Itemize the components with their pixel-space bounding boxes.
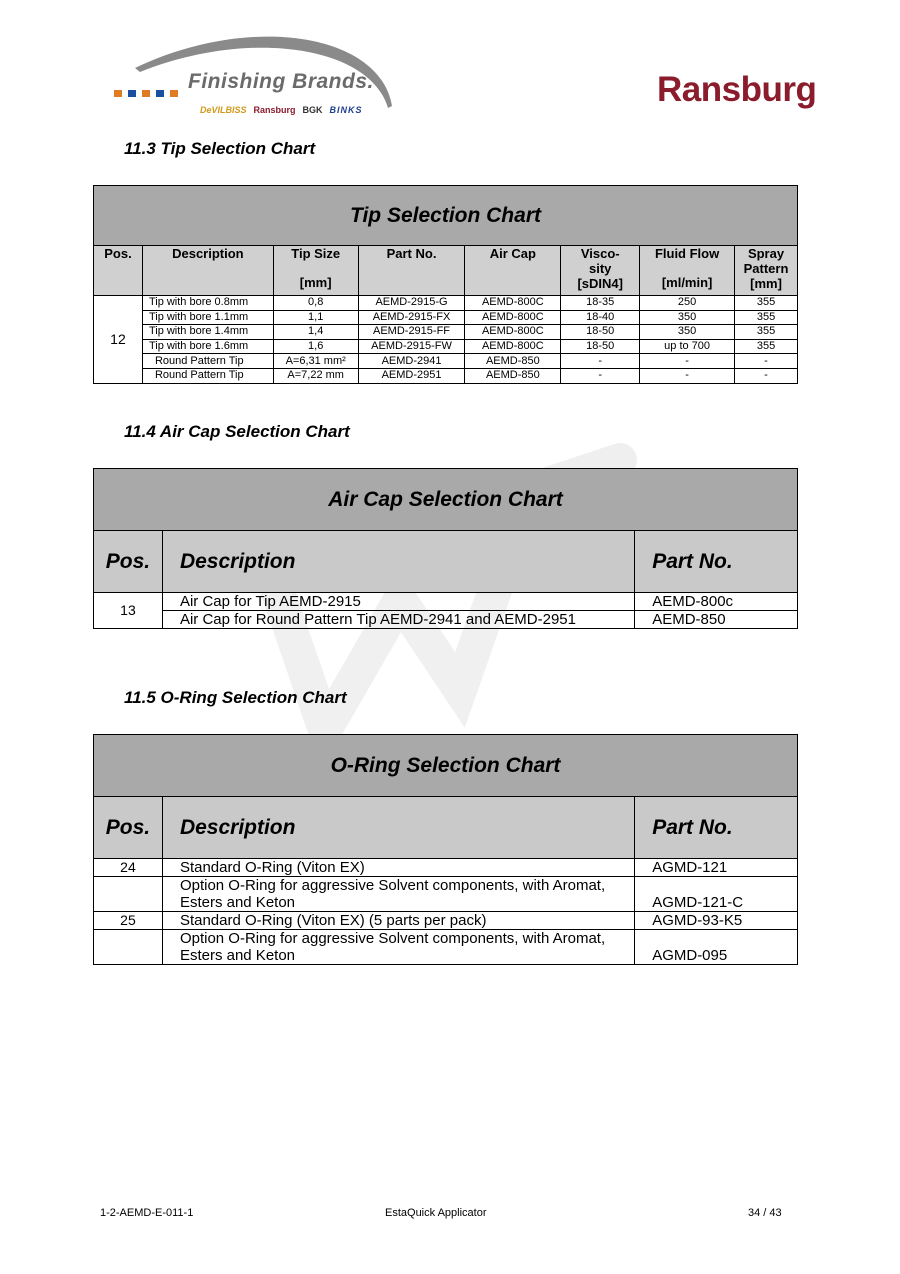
- bgk-logo: BGK: [302, 105, 323, 115]
- desc-cell: Tip with bore 1.4mm: [142, 325, 273, 340]
- cap-cell: AEMD-850: [465, 368, 561, 383]
- col-tip-size: Tip Size [mm]: [273, 246, 358, 296]
- pos-cell: 13: [94, 593, 163, 629]
- col-description: Description: [162, 531, 634, 593]
- table-row: [94, 310, 798, 325]
- table-row: [94, 859, 798, 877]
- visc-cell: -: [561, 354, 640, 369]
- binks-logo: BINKS: [329, 105, 363, 115]
- flow-cell: -: [640, 354, 735, 369]
- size-cell: 1,1: [273, 310, 358, 325]
- section-title-aircap: 11.4 Air Cap Selection Chart: [124, 422, 350, 441]
- devilbiss-logo: DeVILBISS: [200, 105, 247, 115]
- col-part-no: Part No.: [635, 531, 798, 593]
- part-cell: AEMD-2915-G: [358, 296, 465, 311]
- brand-squares: [114, 90, 178, 98]
- spray-cell: 355: [735, 310, 798, 325]
- desc-cell: Round Pattern Tip: [142, 368, 273, 383]
- part-cell: AGMD-121: [635, 859, 798, 877]
- part-cell: AEMD-2951: [358, 368, 465, 383]
- col-air-cap: Air Cap: [465, 246, 561, 296]
- ransburg-logo: Ransburg: [657, 70, 817, 109]
- pos-cell: 25: [94, 912, 163, 930]
- size-cell: A=6,31 mm²: [273, 354, 358, 369]
- spray-cell: -: [735, 368, 798, 383]
- pos-cell: 12: [94, 296, 143, 384]
- col-fluid-flow: Fluid Flow [ml/min]: [640, 246, 735, 296]
- desc-cell: Round Pattern Tip: [142, 354, 273, 369]
- cap-cell: AEMD-800C: [465, 296, 561, 311]
- cap-cell: AEMD-800C: [465, 310, 561, 325]
- col-pos: Pos.: [94, 246, 143, 296]
- table-row: [94, 930, 798, 965]
- cap-cell: AEMD-800C: [465, 339, 561, 354]
- part-cell: AEMD-2941: [358, 354, 465, 369]
- flow-cell: 350: [640, 310, 735, 325]
- flow-cell: 250: [640, 296, 735, 311]
- part-cell: AEMD-2915-FX: [358, 310, 465, 325]
- section-title-tip: 11.3 Tip Selection Chart: [124, 139, 316, 158]
- table-row: [94, 325, 798, 340]
- pos-cell: [94, 930, 163, 965]
- spray-cell: -: [735, 354, 798, 369]
- visc-cell: 18-40: [561, 310, 640, 325]
- visc-cell: 18-50: [561, 325, 640, 340]
- part-cell: AGMD-095: [635, 930, 798, 965]
- table-row: [94, 611, 798, 629]
- flow-cell: up to 700: [640, 339, 735, 354]
- visc-cell: 18-35: [561, 296, 640, 311]
- part-cell: AEMD-2915-FF: [358, 325, 465, 340]
- desc-cell: Air Cap for Round Pattern Tip AEMD-2941 and AEMD-2951: [162, 611, 634, 629]
- flow-cell: 350: [640, 325, 735, 340]
- spray-cell: 355: [735, 339, 798, 354]
- col-viscosity: Visco- sity [sDIN4]: [561, 246, 640, 296]
- aircap-selection-table: [93, 468, 798, 629]
- desc-cell: Standard O-Ring (Viton EX): [162, 859, 634, 877]
- footer-product: EstaQuick Applicator: [385, 1207, 487, 1219]
- cap-cell: AEMD-850: [465, 354, 561, 369]
- oring-table-title: O-Ring Selection Chart: [94, 735, 798, 797]
- pos-cell: 24: [94, 859, 163, 877]
- table-row: [94, 354, 798, 369]
- table-row: [94, 296, 798, 311]
- part-cell: AEMD-2915-FW: [358, 339, 465, 354]
- cap-cell: AEMD-800C: [465, 325, 561, 340]
- footer-page-number: 34 / 43: [748, 1207, 782, 1219]
- col-pos: Pos.: [94, 797, 163, 859]
- pos-cell: [94, 877, 163, 912]
- spray-cell: 355: [735, 325, 798, 340]
- size-cell: 0,8: [273, 296, 358, 311]
- col-description: Description: [142, 246, 273, 296]
- spray-cell: 355: [735, 296, 798, 311]
- desc-cell: Option O-Ring for aggressive Solvent components, with Aromat, Esters and Keton: [162, 877, 634, 912]
- visc-cell: 18-50: [561, 339, 640, 354]
- oring-selection-table: [93, 734, 798, 965]
- part-cell: AEMD-800c: [635, 593, 798, 611]
- size-cell: A=7,22 mm: [273, 368, 358, 383]
- desc-cell: Air Cap for Tip AEMD-2915: [162, 593, 634, 611]
- desc-cell: Tip with bore 1.6mm: [142, 339, 273, 354]
- table-row: [94, 912, 798, 930]
- table-row: [94, 368, 798, 383]
- ransburg-small-logo: Ransburg: [253, 105, 296, 115]
- footer-doc-id: 1-2-AEMD-E-011-1: [100, 1207, 194, 1219]
- tip-table-title: Tip Selection Chart: [94, 186, 798, 246]
- col-spray-pattern: Spray Pattern [mm]: [735, 246, 798, 296]
- size-cell: 1,4: [273, 325, 358, 340]
- desc-cell: Option O-Ring for aggressive Solvent components, with Aromat, Esters and Keton: [162, 930, 634, 965]
- flow-cell: -: [640, 368, 735, 383]
- visc-cell: -: [561, 368, 640, 383]
- desc-cell: Standard O-Ring (Viton EX) (5 parts per pack): [162, 912, 634, 930]
- col-part-no: Part No.: [358, 246, 465, 296]
- sub-brand-logos: [200, 105, 363, 115]
- desc-cell: Tip with bore 0.8mm: [142, 296, 273, 311]
- table-row: [94, 877, 798, 912]
- section-title-oring: 11.5 O-Ring Selection Chart: [124, 688, 347, 707]
- col-description: Description: [162, 797, 634, 859]
- finishing-brands-logo: Finishing Brands.: [188, 70, 374, 93]
- part-cell: AEMD-850: [635, 611, 798, 629]
- size-cell: 1,6: [273, 339, 358, 354]
- table-row: [94, 593, 798, 611]
- part-cell: AGMD-121-C: [635, 877, 798, 912]
- part-cell: AGMD-93-K5: [635, 912, 798, 930]
- tip-selection-table: [93, 185, 798, 384]
- col-part-no: Part No.: [635, 797, 798, 859]
- table-row: [94, 339, 798, 354]
- col-pos: Pos.: [94, 531, 163, 593]
- aircap-table-title: Air Cap Selection Chart: [94, 469, 798, 531]
- desc-cell: Tip with bore 1.1mm: [142, 310, 273, 325]
